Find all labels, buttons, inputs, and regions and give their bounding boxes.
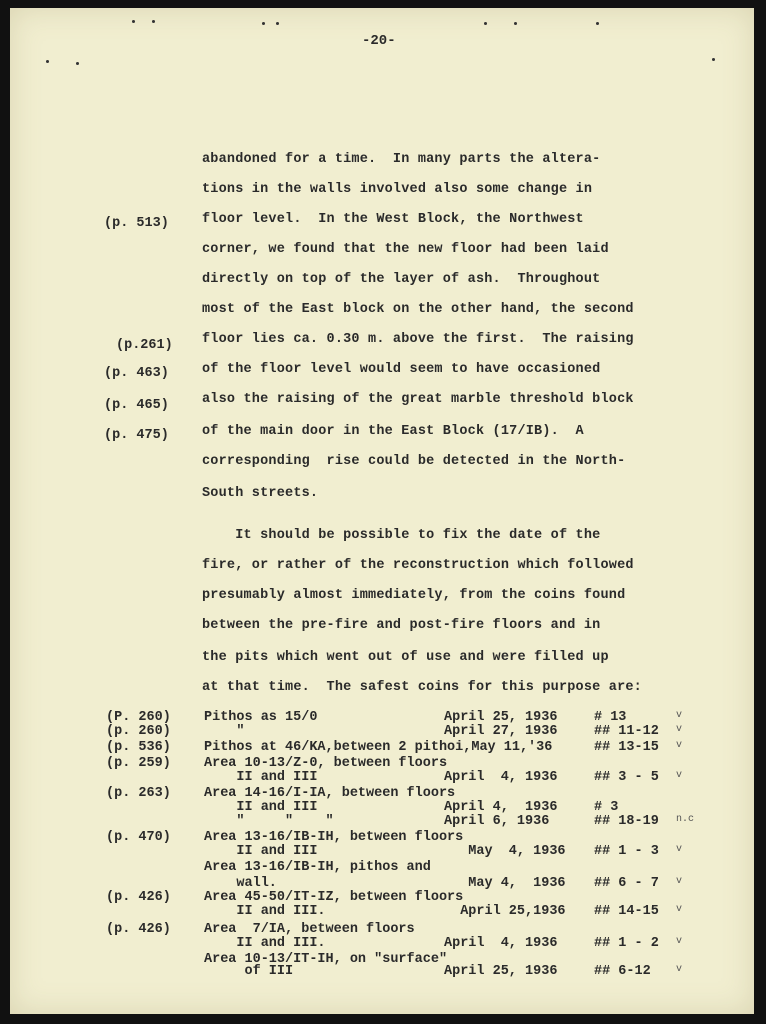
text-line: South streets. [202, 486, 319, 501]
coin-row [0, 964, 766, 980]
coin-desc: Area 14-16/I-IA, between floors [204, 786, 456, 801]
text-line: the pits which went out of use and were filled up [202, 650, 609, 665]
margin-reference: (p. 513) [104, 216, 169, 231]
coin-row [0, 724, 766, 740]
coin-date: May 4, 1936 [444, 876, 566, 891]
speck [514, 22, 517, 25]
coin-row [0, 770, 766, 786]
coin-desc: Pithos as 15/0 [204, 710, 318, 725]
margin-reference: (p. 463) [104, 366, 169, 381]
coin-desc: II and III [204, 844, 318, 859]
coin-desc: Area 10-13/Z-0, between floors [204, 756, 448, 771]
text-line: fire, or rather of the reconstruction which followed [202, 558, 634, 573]
text-line: most of the East block on the other hand, the second [202, 302, 634, 317]
coin-desc: of III [204, 964, 294, 979]
coin-desc: wall. [204, 876, 277, 891]
coin-number: ## 18-19 [594, 814, 659, 829]
coin-desc: Area 10-13/IT-IH, on "surface" [204, 952, 448, 967]
coin-ref: (p. 426) [106, 890, 171, 905]
coin-desc: " " " [204, 814, 334, 829]
coin-ref: (p. 263) [106, 786, 171, 801]
coin-desc: " [204, 724, 245, 739]
text-line: floor level. In the West Block, the Northwest [202, 212, 584, 227]
coin-number: ## 6 - 7 [594, 876, 659, 891]
coin-desc: Pithos at 46/KA,between 2 pithoi,May 11,'36 [204, 740, 553, 755]
coin-number: ## 6-12 [594, 964, 651, 979]
check-mark: v [676, 740, 683, 751]
check-mark: v [676, 710, 683, 721]
coin-date: April 4, 1936 [444, 770, 558, 785]
margin-reference: (p. 465) [104, 398, 169, 413]
check-mark: v [676, 724, 683, 735]
speck [262, 22, 265, 25]
coin-number: ## 14-15 [594, 904, 659, 919]
speck [132, 20, 135, 23]
text-line: It should be possible to fix the date of the [202, 528, 601, 543]
coin-number: ## 11-12 [594, 724, 659, 739]
coin-ref: (p. 426) [106, 922, 171, 937]
coin-number: ## 3 - 5 [594, 770, 659, 785]
check-mark: v [676, 904, 683, 915]
check-mark: v [676, 844, 683, 855]
coin-desc: II and III [204, 770, 318, 785]
check-mark: v [676, 936, 683, 947]
text-line: abandoned for a time. In many parts the altera- [202, 152, 601, 167]
coin-date: April 6, 1936 [444, 814, 550, 829]
margin-reference: (p.261) [116, 338, 173, 353]
speck [152, 20, 155, 23]
page-number: -20- [362, 33, 396, 49]
text-line: of the main door in the East Block (17/IB). A [202, 424, 584, 439]
text-line: corresponding rise could be detected in the North- [202, 454, 626, 469]
text-line: between the pre-fire and post-fire floors and in [202, 618, 601, 633]
text-line: at that time. The safest coins for this purpose are: [202, 680, 642, 695]
text-line: of the floor level would seem to have occasioned [202, 362, 601, 377]
check-mark: n.c [676, 814, 695, 825]
coin-number: ## 1 - 2 [594, 936, 659, 951]
coin-row [0, 844, 766, 860]
coin-row [0, 904, 766, 920]
coin-desc: II and III [204, 800, 318, 815]
coin-date: May 4, 1936 [444, 844, 566, 859]
coin-ref: (p. 536) [106, 740, 171, 755]
text-line: presumably almost immediately, from the coins found [202, 588, 626, 603]
coin-date: April 25, 1936 [444, 710, 558, 725]
check-mark: v [676, 876, 683, 887]
coin-desc: Area 13-16/IB-IH, between floors [204, 830, 464, 845]
speck [76, 62, 79, 65]
coin-date: April 4, 1936 [444, 936, 558, 951]
text-line: also the raising of the great marble threshold block [202, 392, 634, 407]
coin-date: April 27, 1936 [444, 724, 558, 739]
coin-ref: (p. 259) [106, 756, 171, 771]
coin-ref: (p. 260) [106, 724, 171, 739]
check-mark: v [676, 964, 683, 975]
coin-row [0, 814, 766, 830]
coin-date: April 25,1936 [444, 904, 566, 919]
check-mark: v [676, 770, 683, 781]
speck [712, 58, 715, 61]
coin-number: ## 1 - 3 [594, 844, 659, 859]
coin-number: # 13 [594, 710, 627, 725]
speck [484, 22, 487, 25]
coin-desc: Area 13-16/IB-IH, pithos and [204, 860, 431, 875]
coin-number: # 3 [594, 800, 619, 815]
speck [46, 60, 49, 63]
coin-desc: Area 45-50/IT-IZ, between floors [204, 890, 464, 905]
coin-number: ## 13-15 [594, 740, 659, 755]
coin-row [0, 860, 766, 876]
margin-reference: (p. 475) [104, 428, 169, 443]
coin-date: April 4, 1936 [444, 800, 558, 815]
speck [596, 22, 599, 25]
text-line: corner, we found that the new floor had been laid [202, 242, 609, 257]
coin-desc: II and III. [204, 904, 326, 919]
coin-desc: Area 7/IA, between floors [204, 922, 415, 937]
coin-row [0, 936, 766, 952]
text-line: floor lies ca. 0.30 m. above the first. The raising [202, 332, 634, 347]
text-line: tions in the walls involved also some change in [202, 182, 593, 197]
coin-ref: (P. 260) [106, 710, 171, 725]
coin-ref: (p. 470) [106, 830, 171, 845]
speck [276, 22, 279, 25]
coin-desc: II and III. [204, 936, 326, 951]
coin-date: April 25, 1936 [444, 964, 558, 979]
coin-row [0, 740, 766, 756]
text-line: directly on top of the layer of ash. Throughout [202, 272, 601, 287]
